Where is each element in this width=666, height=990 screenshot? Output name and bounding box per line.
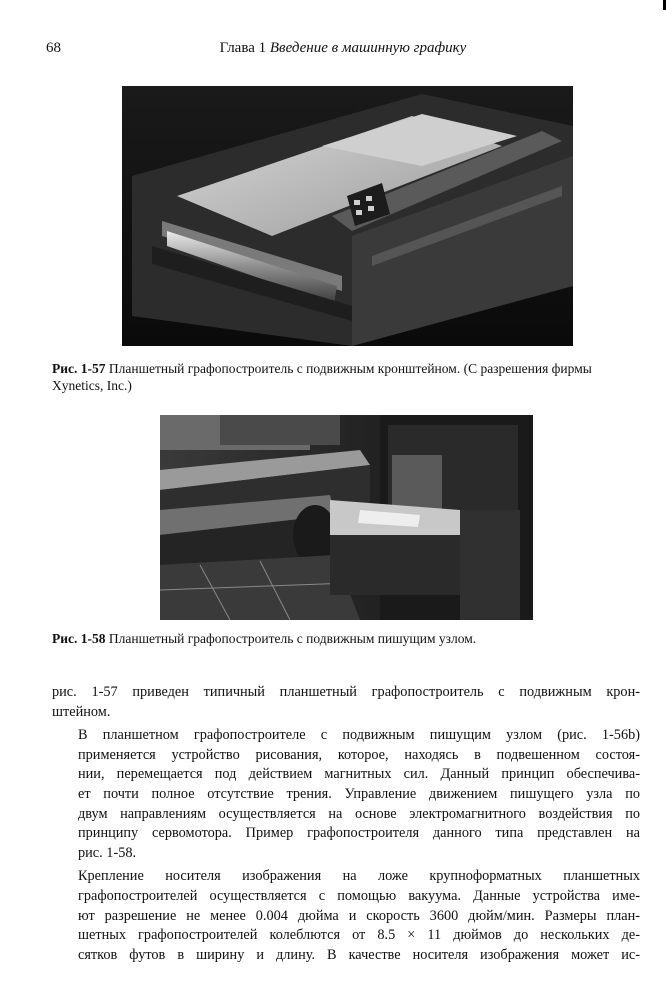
figure-1-58-caption bbox=[52, 630, 640, 647]
text-line: шетных графопостроителей колеблются от 8.5 × 11 дюймов до нескольких де- bbox=[78, 927, 640, 944]
paragraph-3 bbox=[52, 867, 640, 965]
text-line: В планшетном графопостроителе с подвижным пишущим узлом (рис. 1-56b) bbox=[78, 727, 640, 744]
figure-1-58-label: Рис. 1-58 bbox=[52, 631, 106, 646]
text-line: рис. 1-58. bbox=[78, 844, 137, 861]
figure-1-57-photo bbox=[122, 86, 573, 346]
body-text bbox=[52, 683, 640, 965]
text-line: графопостроителей осуществляется с помощью вакуума. Данные устройства име- bbox=[78, 887, 640, 904]
page-number: 68 bbox=[46, 40, 61, 56]
figure-1-57-label: Рис. 1-57 bbox=[52, 361, 106, 376]
chapter-title: Введение в машинную графику bbox=[269, 40, 467, 56]
paragraph-2 bbox=[52, 726, 640, 863]
text-line: ют разрешение не менее 0.004 дюйма и скорость 3600 дюйм/мин. Размеры план- bbox=[78, 907, 640, 924]
text-line: сятков футов в ширину и длину. В качестве носителя изображения может ис- bbox=[78, 946, 640, 963]
figure-1-57-caption bbox=[52, 360, 640, 394]
text-line: ет почти полное отсутствие трения. Управление движением пишущего узла по bbox=[78, 785, 640, 802]
text-line: нии, перемещается под действием магнитных сил. Данный принцип обеспечива- bbox=[78, 766, 640, 783]
figure-1-57-text: Планшетный графопостроитель с подвижным кронштейном. (С разрешения фирмы Xynetics, Inc.) bbox=[52, 361, 592, 393]
text-line: применяется устройство рисования, которое, находясь в подвешенном состоя- bbox=[78, 746, 640, 763]
text-line: двум направлениям осуществляется на основе электромагнитного воздействия по bbox=[78, 805, 640, 822]
running-head bbox=[46, 40, 640, 57]
text-line: штейном. bbox=[52, 703, 111, 720]
text-line: рис. 1-57 приведен типичный планшетный графопостроитель с подвижным крон- bbox=[52, 684, 640, 700]
figure-1-58-text: Планшетный графопостроитель с подвижным пишущим узлом. bbox=[108, 631, 477, 646]
text-line: принципу сервомотора. Пример графопостроителя данного типа представлен на bbox=[78, 825, 640, 842]
paragraph-1 bbox=[52, 683, 640, 722]
text-line: Крепление носителя изображения на ложе крупноформатных планшетных bbox=[78, 868, 640, 885]
chapter-label: Глава 1 bbox=[219, 40, 267, 56]
figure-1-58-photo bbox=[160, 415, 533, 620]
